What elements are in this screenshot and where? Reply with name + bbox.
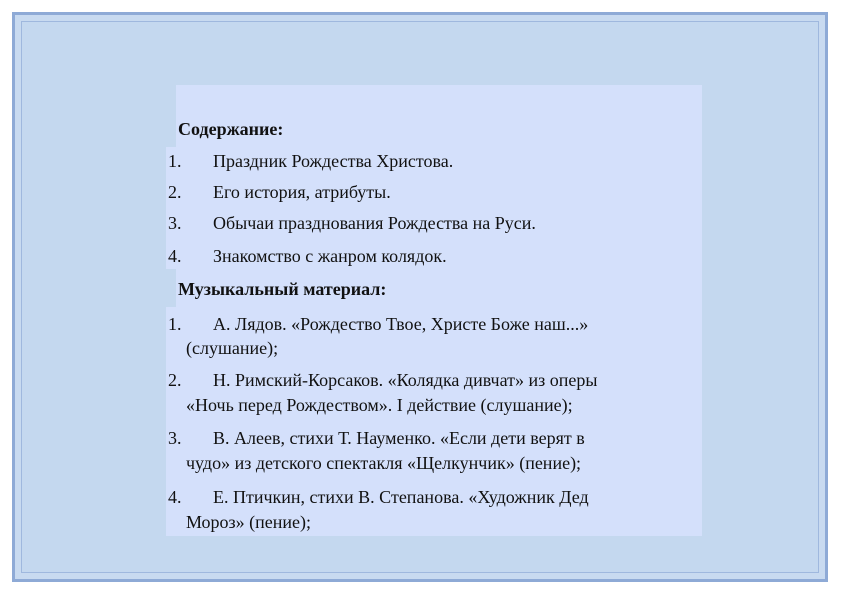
contents-item-4-num: 4. xyxy=(168,246,182,266)
music-item-1-line1: А. Лядов. «Рождество Твое, Христе Боже наш...» xyxy=(213,314,589,334)
contents-item-2-num: 2. xyxy=(168,182,182,202)
music-item-4-line2: Мороз» (пение); xyxy=(186,512,312,532)
music-item-3-num: 3. xyxy=(168,428,182,448)
music-item-4-line1: Е. Птичкин, стихи В. Степанова. «Художник Дед xyxy=(213,487,589,507)
music-item-2-num: 2. xyxy=(168,370,182,390)
contents-item-3-text: Обычаи празднования Рождества на Руси. xyxy=(213,213,536,233)
music-item-3-line1: В. Алеев, стихи Т. Науменко. «Если дети верят в xyxy=(213,428,585,448)
contents-heading: Содержание: xyxy=(178,119,284,139)
music-item-2-line2: «Ночь перед Рождеством». I действие (слушание); xyxy=(186,395,573,415)
music-item-1-num: 1. xyxy=(168,314,182,334)
music-item-4-num: 4. xyxy=(168,487,182,507)
contents-item-1-num: 1. xyxy=(168,151,182,171)
contents-item-1-text: Праздник Рождества Христова. xyxy=(213,151,454,171)
contents-item-2-text: Его история, атрибуты. xyxy=(213,182,391,202)
contents-item-3-num: 3. xyxy=(168,213,182,233)
music-item-3-line2: чудо» из детского спектакля «Щелкунчик» (пение); xyxy=(186,453,582,473)
music-item-2-line1: Н. Римский-Корсаков. «Колядка дивчат» из оперы xyxy=(213,370,598,390)
contents-item-4-text: Знакомство с жанром колядок. xyxy=(213,246,447,266)
music-heading: Музыкальный материал: xyxy=(178,279,387,299)
content-box xyxy=(166,85,702,536)
music-item-1-line2: (слушание); xyxy=(186,338,279,358)
